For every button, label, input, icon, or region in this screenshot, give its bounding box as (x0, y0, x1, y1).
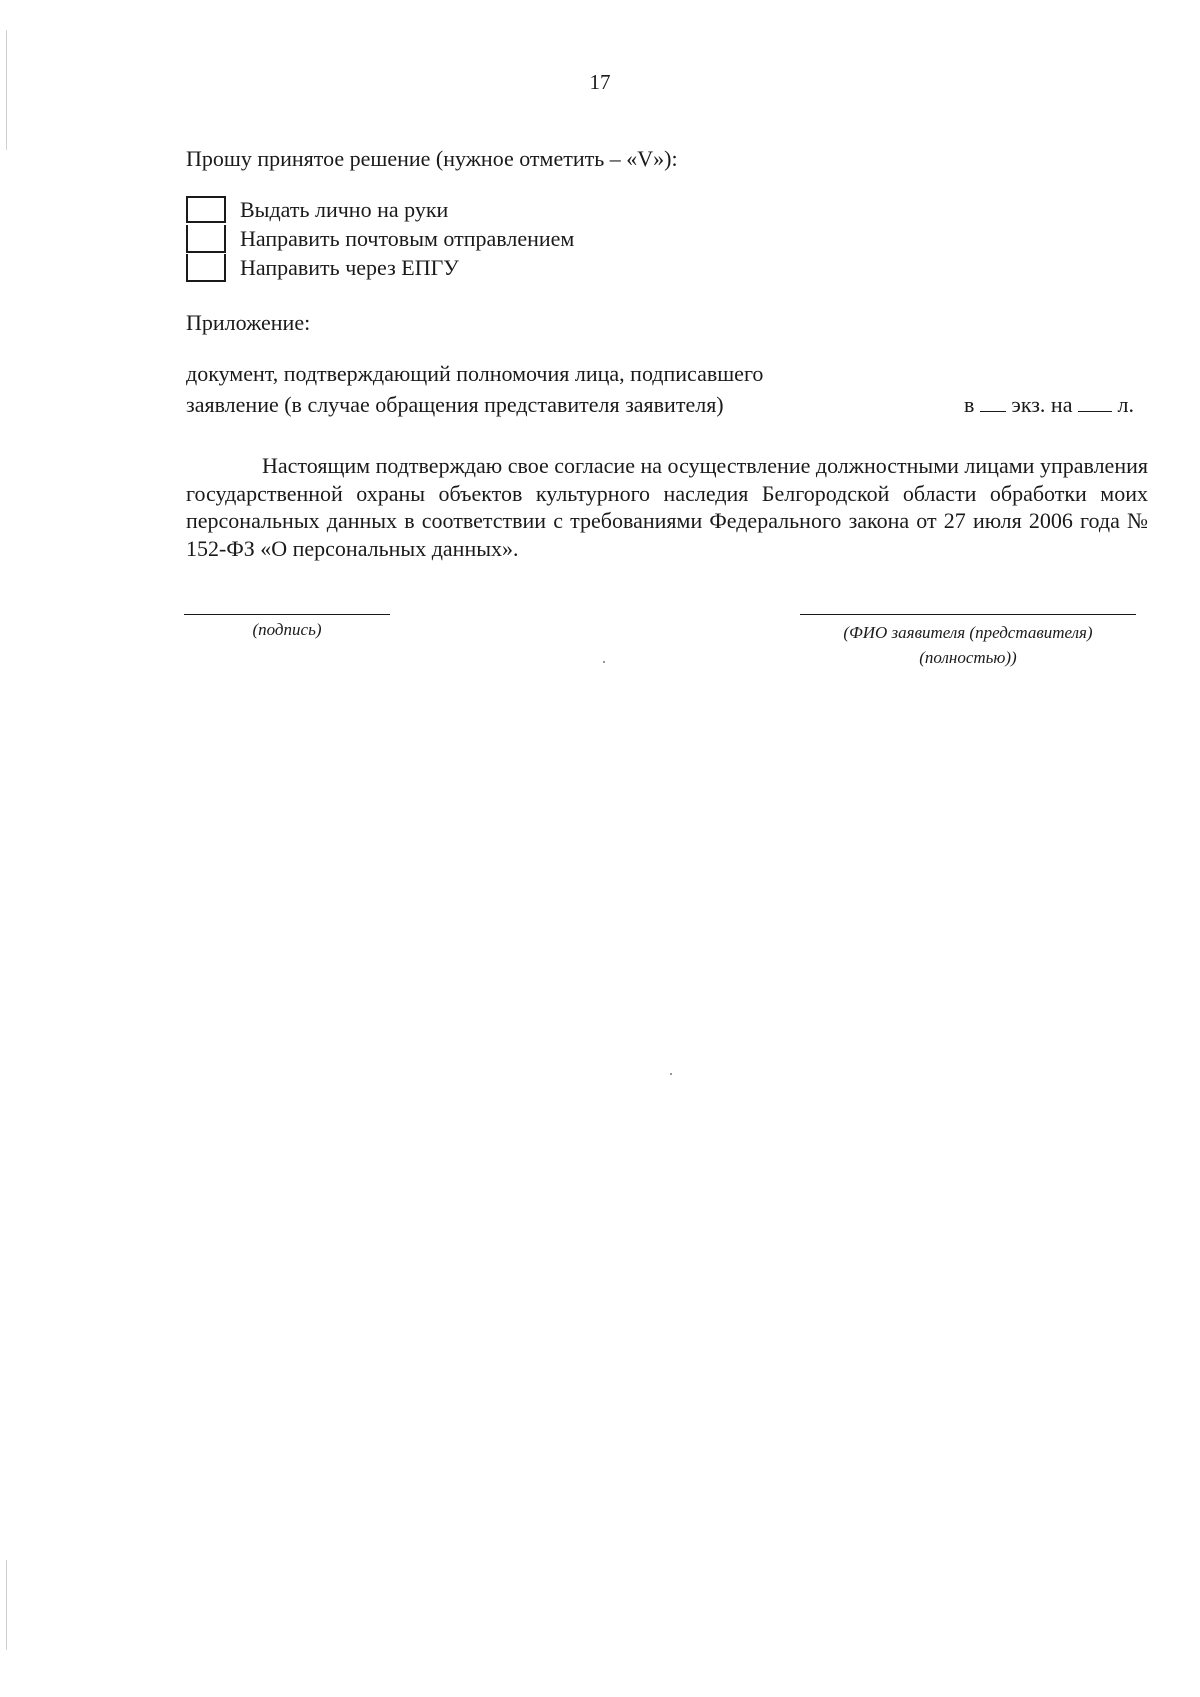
full-name-line[interactable] (800, 614, 1136, 615)
full-name-caption-line-1: (ФИО заявителя (представителя) (843, 623, 1093, 642)
option-label-epgu: Направить через ЕПГУ (240, 254, 459, 280)
signature-line[interactable] (184, 614, 390, 615)
attachment-copies (964, 392, 1134, 418)
consent-paragraph: Настоящим подтверждаю свое согласие на осуществление должностными лицами управления государственной охраны объектов культурного наследия Белгородской области обработки моих персональных данных в соответствии с требованиями Федерального закона от 27 июля 2006 года № 152-ФЗ «О персональных данных». (186, 453, 1148, 561)
signature-caption: (подпись) (252, 620, 322, 639)
checkbox-post[interactable] (186, 225, 226, 253)
copies-suffix: л. (1117, 392, 1134, 417)
full-name-caption (780, 620, 1156, 670)
checkbox-epgu[interactable] (186, 254, 226, 282)
full-name-caption-line-2: (полностью)) (919, 648, 1017, 667)
attachment-line-1: документ, подтверждающий полномочия лица, подписавшего (186, 361, 764, 386)
option-row-in-person (186, 195, 574, 224)
scan-edge-mark (6, 1560, 7, 1650)
scan-speck (670, 1073, 672, 1075)
copies-count-blank[interactable] (980, 393, 1006, 412)
option-row-post (186, 224, 574, 253)
scan-speck (603, 661, 605, 663)
attachment-line-2: заявление (в случае обращения представителя заявителя) (186, 392, 724, 417)
copies-prefix: в (964, 392, 975, 417)
attachment-heading: Приложение: (186, 310, 311, 335)
request-intro: Прошу принятое решение (нужное отметить – «V»): (186, 146, 678, 171)
delivery-options (186, 195, 574, 282)
option-label-post: Направить почтовым отправлением (240, 225, 575, 251)
copies-middle: экз. на (1011, 392, 1073, 417)
page-number: 17 (589, 70, 611, 94)
option-row-epgu (186, 253, 574, 282)
sheets-count-blank[interactable] (1078, 393, 1112, 412)
option-label-in-person: Выдать лично на руки (240, 196, 449, 222)
checkbox-in-person[interactable] (186, 196, 226, 223)
